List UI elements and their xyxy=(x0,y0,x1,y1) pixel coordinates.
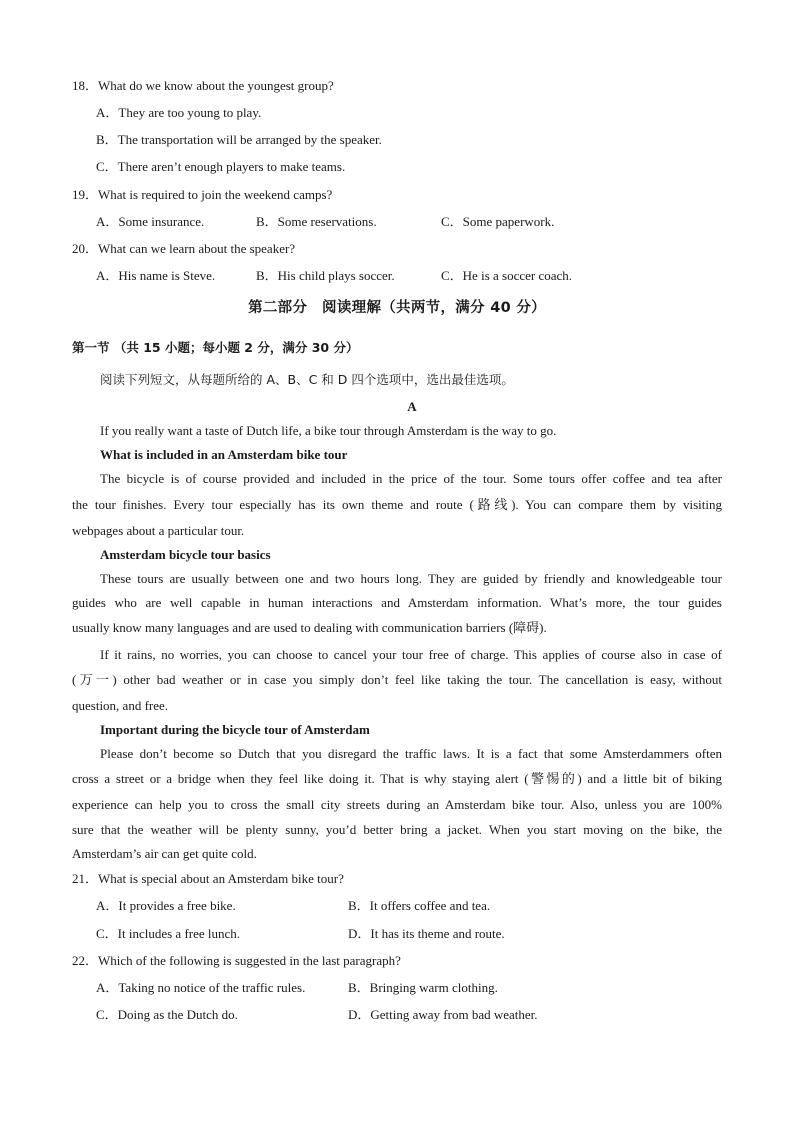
q19-option-a[interactable]: A．Some insurance. xyxy=(96,214,205,229)
q18-stem: 18．What do we know about the youngest group? xyxy=(72,78,334,93)
p2-line-1: These tours are usually between one and two hours long. They are guided by friendly and knowledgeable tour xyxy=(100,571,722,586)
q20-stem: 20．What can we learn about the speaker? xyxy=(72,241,296,256)
q19-option-c[interactable]: C．Some paperwork. xyxy=(441,214,555,229)
q21-option-a[interactable]: A．It provides a free bike. xyxy=(96,898,236,913)
p2-line-3: usually know many languages and are used to dealing with communication barriers (障碍). xyxy=(72,620,547,635)
p4-line-1: Please don’t become so Dutch that you disregard the traffic laws. It is a fact that some Amsterdammers often xyxy=(100,746,722,761)
q21-option-c[interactable]: C．It includes a free lunch. xyxy=(96,926,241,941)
passage-letter: A xyxy=(407,399,417,414)
heading-basics: Amsterdam bicycle tour basics xyxy=(100,547,271,562)
q21-option-b[interactable]: B．It offers coffee and tea. xyxy=(348,898,491,913)
q22-option-a[interactable]: A．Taking no notice of the traffic rules. xyxy=(96,980,306,995)
p3-line-1: If it rains, no worries, you can choose to cancel your tour free of charge. This applies of course also in case of xyxy=(100,647,722,662)
p1-line-3: webpages about a particular tour. xyxy=(72,523,245,538)
q19-stem: 19．What is required to join the weekend camps? xyxy=(72,187,333,202)
q22-option-d[interactable]: D．Getting away from bad weather. xyxy=(348,1007,538,1022)
passage-intro: If you really want a taste of Dutch life, a bike tour through Amsterdam is the way to go. xyxy=(100,423,557,438)
q20-option-b[interactable]: B．His child plays soccer. xyxy=(256,268,395,283)
p3-line-2: (万一) other bad weather or in case you simply don’t feel like taking the tour. The cancellation is easy, without xyxy=(72,672,722,687)
p4-line-5: Amsterdam’s air can get quite cold. xyxy=(72,846,257,861)
q22-option-c[interactable]: C．Doing as the Dutch do. xyxy=(96,1007,238,1022)
p4-line-4: sure that the weather will be plenty sunny, you’d better bring a jacket. When you start moving on the bike, the xyxy=(72,822,722,837)
q22-stem: 22．Which of the following is suggested in the last paragraph? xyxy=(72,953,401,968)
p1-line-1: The bicycle is of course provided and included in the price of the tour. Some tours offer coffee and tea after xyxy=(100,471,722,486)
q18-option-a[interactable]: A．They are too young to play. xyxy=(96,105,262,120)
q21-stem: 21．What is special about an Amsterdam bike tour? xyxy=(72,871,344,886)
q20-option-a[interactable]: A．His name is Steve. xyxy=(96,268,216,283)
q20-option-c[interactable]: C．He is a soccer coach. xyxy=(441,268,573,283)
q18-option-b[interactable]: B．The transportation will be arranged by the speaker. xyxy=(96,132,382,147)
p4-line-3: experience can help you to cross the small city streets during an Amsterdam bike tour. Also, unless you are 100% xyxy=(72,797,722,812)
part-title: 第二部分 阅读理解（共两节，满分 40 分） xyxy=(248,300,546,316)
p4-line-2: cross a street or a bridge when they feel like doing it. That is why staying alert (警惕的) and a little bit of biking xyxy=(72,771,722,786)
p1-line-2: the tour finishes. Every tour especially has its own theme and route (路线). You can compare them by visiting xyxy=(72,497,722,512)
q22-option-b[interactable]: B．Bringing warm clothing. xyxy=(348,980,498,995)
q21-option-d[interactable]: D．It has its theme and route. xyxy=(348,926,505,941)
section-title: 第一节 （共 15 小题；每小题 2 分，满分 30 分） xyxy=(72,340,359,355)
q18-option-c[interactable]: C．There aren’t enough players to make teams. xyxy=(96,159,346,174)
p3-line-3: question, and free. xyxy=(72,698,169,713)
q19-option-b[interactable]: B．Some reservations. xyxy=(256,214,377,229)
heading-important: Important during the bicycle tour of Amsterdam xyxy=(100,722,370,737)
instruction: 阅读下列短文，从每题所给的 A、B、C 和 D 四个选项中，选出最佳选项。 xyxy=(100,372,514,387)
p2-line-2: guides who are well capable in human interactions and Amsterdam information. What’s more, the tour guides xyxy=(72,595,722,610)
heading-included: What is included in an Amsterdam bike tour xyxy=(100,447,348,462)
